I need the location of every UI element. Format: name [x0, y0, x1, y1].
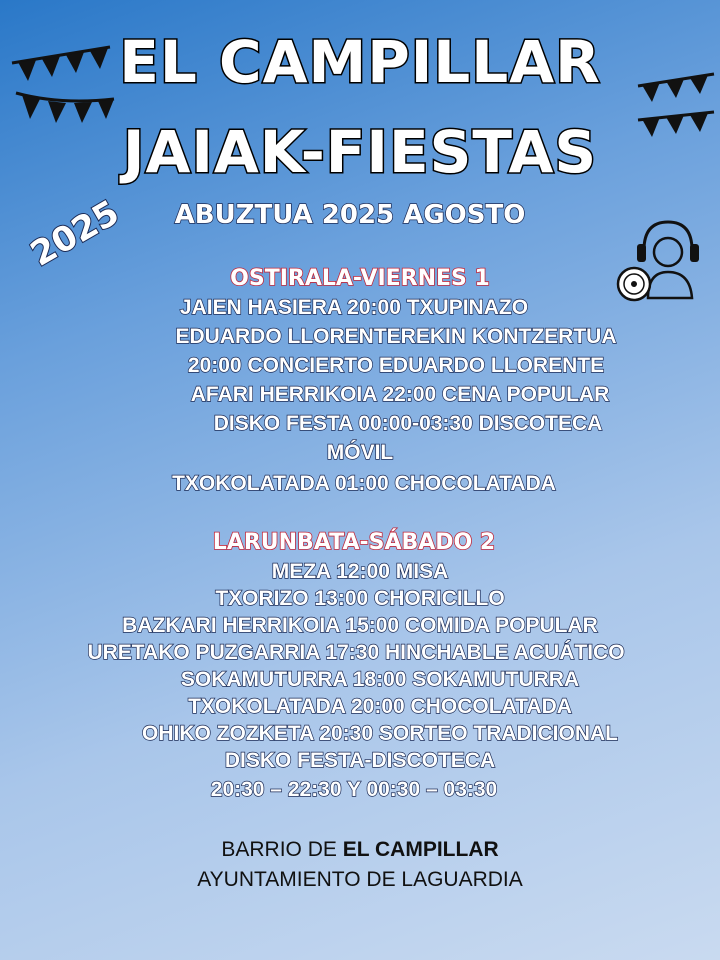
poster-subtitle: ABUZTUA 2025 AGOSTO — [174, 200, 526, 230]
saturday-event: URETAKO PUZGARRIA 17:30 HINCHABLE ACUÁTICO — [87, 641, 625, 664]
saturday-event: TXORIZO 13:00 CHORICILLO — [215, 587, 505, 610]
footer-line1-prefix: BARRIO DE — [221, 838, 343, 861]
saturday-event: 20:30 – 22:30 Y 00:30 – 03:30 — [210, 778, 498, 801]
friday-event: AFARI HERRIKOIA 22:00 CENA POPULAR — [190, 383, 610, 406]
friday-event: EDUARDO LLORENTEREKIN KONTZERTUA — [175, 325, 617, 348]
friday-event: JAIEN HASIERA 20:00 TXUPINAZO — [179, 296, 529, 319]
poster-title-line2: JAIAK-FIESTAS — [122, 118, 598, 186]
year-badge: 2025 — [24, 192, 126, 275]
poster-title-line1: EL CAMPILLAR — [119, 28, 601, 96]
friday-event: DISKO FESTA 00:00-03:30 DISCOTECA — [213, 412, 603, 435]
saturday-event: OHIKO ZOZKETA 20:30 SORTEO TRADICIONAL — [141, 722, 619, 745]
saturday-heading: LARUNBATA-SÁBADO 2 — [212, 530, 496, 555]
friday-heading: OSTIRALA-VIERNES 1 — [230, 266, 490, 291]
friday-event: 20:00 CONCIERTO EDUARDO LLORENTE — [187, 354, 605, 377]
footer-line2: AYUNTAMIENTO DE LAGUARDIA — [197, 868, 523, 891]
saturday-event: MEZA 12:00 MISA — [271, 560, 449, 583]
saturday-event: DISKO FESTA-DISCOTECA — [224, 749, 496, 772]
saturday-event: TXOKOLATADA 20:00 CHOCOLATADA — [188, 695, 572, 718]
saturday-event: SOKAMUTURRA 18:00 SOKAMUTURRA — [180, 668, 580, 691]
footer-line1 — [0, 838, 720, 862]
friday-event: MÓVIL — [326, 441, 394, 464]
footer-line1-bold: EL CAMPILLAR — [342, 838, 499, 861]
saturday-event: BAZKARI HERRIKOIA 15:00 COMIDA POPULAR — [122, 614, 598, 637]
friday-event: TXOKOLATADA 01:00 CHOCOLATADA — [172, 472, 556, 495]
